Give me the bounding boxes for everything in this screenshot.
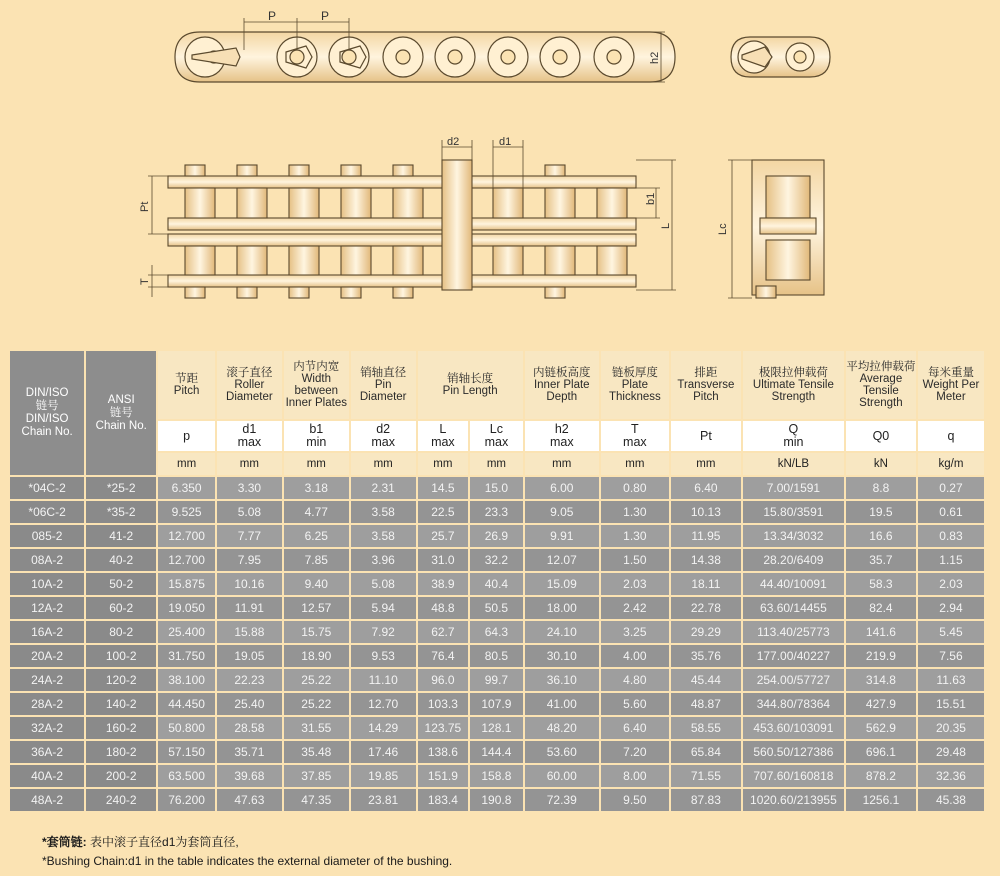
table-cell: 190.8 xyxy=(470,789,523,811)
table-row xyxy=(10,549,984,571)
table-cell: 344.80/78364 xyxy=(743,693,844,715)
table-cell: 44.450 xyxy=(158,693,215,715)
table-cell: 562.9 xyxy=(846,717,916,739)
table-row xyxy=(10,597,984,619)
table-cell: 0.80 xyxy=(601,477,669,499)
table-cell: 200-2 xyxy=(86,765,156,787)
footnote-en: *Bushing Chain:d1 in the table indicates the external diameter of the bushing. xyxy=(42,854,453,868)
symbol-t: T max xyxy=(601,421,669,451)
table-cell: 103.3 xyxy=(418,693,468,715)
table-cell: 878.2 xyxy=(846,765,916,787)
table-cell: 107.9 xyxy=(470,693,523,715)
table-cell: 6.00 xyxy=(525,477,599,499)
table-cell: 427.9 xyxy=(846,693,916,715)
table-cell: 5.45 xyxy=(918,621,984,643)
table-cell: 26.9 xyxy=(470,525,523,547)
table-cell: 39.68 xyxy=(217,765,282,787)
chain-end-link xyxy=(731,37,830,77)
table-cell: 180-2 xyxy=(86,741,156,763)
table-cell: 58.3 xyxy=(846,573,916,595)
table-cell: 47.63 xyxy=(217,789,282,811)
table-cell: 7.00/1591 xyxy=(743,477,844,499)
table-cell: 141.6 xyxy=(846,621,916,643)
table-row xyxy=(10,789,984,811)
table-cell: 1.50 xyxy=(601,549,669,571)
table-cell: 9.50 xyxy=(601,789,669,811)
label-b1: b1 xyxy=(645,192,657,205)
table-cell: 0.61 xyxy=(918,501,984,523)
table-cell: 6.40 xyxy=(601,717,669,739)
symbol-d2: d2 max xyxy=(351,421,416,451)
table-cell: 5.08 xyxy=(351,573,416,595)
table-cell: 28A-2 xyxy=(10,693,84,715)
table-cell: 20A-2 xyxy=(10,645,84,667)
footnotes xyxy=(42,833,452,871)
table-cell: 12.700 xyxy=(158,525,215,547)
table-cell: 36A-2 xyxy=(10,741,84,763)
table-cell: 15.88 xyxy=(217,621,282,643)
table-cell: 20.35 xyxy=(918,717,984,739)
table-cell: 15.51 xyxy=(918,693,984,715)
table-cell: 138.6 xyxy=(418,741,468,763)
table-cell: 128.1 xyxy=(470,717,523,739)
table-cell: 1256.1 xyxy=(846,789,916,811)
chain-spec-table xyxy=(8,349,986,813)
table-cell: 14.5 xyxy=(418,477,468,499)
table-row xyxy=(10,501,984,523)
table-cell: 7.95 xyxy=(217,549,282,571)
table-cell: 80.5 xyxy=(470,645,523,667)
table-cell: 31.0 xyxy=(418,549,468,571)
chain-side-view xyxy=(175,32,675,82)
table-cell: 314.8 xyxy=(846,669,916,691)
chain-end-view xyxy=(752,160,824,298)
table-cell: 8.8 xyxy=(846,477,916,499)
table-cell: 57.150 xyxy=(158,741,215,763)
table-cell: 9.40 xyxy=(284,573,349,595)
label-d1: d1 xyxy=(499,136,512,148)
table-cell: 10.13 xyxy=(671,501,741,523)
table-cell: 12A-2 xyxy=(10,597,84,619)
table-cell: 2.03 xyxy=(918,573,984,595)
table-cell: 31.55 xyxy=(284,717,349,739)
table-cell: 123.75 xyxy=(418,717,468,739)
table-cell: 3.25 xyxy=(601,621,669,643)
table-row xyxy=(10,573,984,595)
header-plate-thickness: 链板厚度 Plate Thickness xyxy=(601,351,669,419)
footnote-zh: *套筒链: 表中滚子直径d1为套筒直径, xyxy=(42,835,239,849)
symbol-d1: d1 max xyxy=(217,421,282,451)
table-cell: 63.500 xyxy=(158,765,215,787)
chain-plan-view xyxy=(168,160,636,298)
table-cell: 38.9 xyxy=(418,573,468,595)
table-cell: 29.29 xyxy=(671,621,741,643)
table-cell: 44.40/10091 xyxy=(743,573,844,595)
table-cell: 71.55 xyxy=(671,765,741,787)
table-cell: 12.700 xyxy=(158,549,215,571)
table-cell: 48.8 xyxy=(418,597,468,619)
table-row xyxy=(10,717,984,739)
unit-d2: mm xyxy=(351,453,416,475)
table-cell: 15.75 xyxy=(284,621,349,643)
label-pt: Pt xyxy=(139,201,151,212)
table-row xyxy=(10,525,984,547)
symbol-lc: Lc max xyxy=(470,421,523,451)
table-cell: 23.3 xyxy=(470,501,523,523)
header-roller-diameter: 滚子直径 Roller Diameter xyxy=(217,351,282,419)
table-cell: 3.18 xyxy=(284,477,349,499)
table-cell: 151.9 xyxy=(418,765,468,787)
table-cell: 453.60/103091 xyxy=(743,717,844,739)
header-din-iso: DIN/ISO 链号 DIN/ISO Chain No. xyxy=(10,351,84,475)
table-cell: 707.60/160818 xyxy=(743,765,844,787)
symbol-weight: q xyxy=(918,421,984,451)
table-cell: 50-2 xyxy=(86,573,156,595)
table-cell: 31.750 xyxy=(158,645,215,667)
table-cell: 15.875 xyxy=(158,573,215,595)
table-cell: 15.0 xyxy=(470,477,523,499)
table-cell: 3.30 xyxy=(217,477,282,499)
table-row xyxy=(10,645,984,667)
table-cell: 10.16 xyxy=(217,573,282,595)
table-cell: 14.29 xyxy=(351,717,416,739)
header-transverse-pitch: 排距 Transverse Pitch xyxy=(671,351,741,419)
unit-q: kN/LB xyxy=(743,453,844,475)
table-cell: 085-2 xyxy=(10,525,84,547)
unit-q0: kN xyxy=(846,453,916,475)
table-cell: 7.85 xyxy=(284,549,349,571)
table-cell: 11.91 xyxy=(217,597,282,619)
table-cell: 25.22 xyxy=(284,693,349,715)
symbol-h2: h2 max xyxy=(525,421,599,451)
table-cell: 2.03 xyxy=(601,573,669,595)
table-cell: 80-2 xyxy=(86,621,156,643)
table-cell: 183.4 xyxy=(418,789,468,811)
unit-p: mm xyxy=(158,453,215,475)
table-cell: 1.30 xyxy=(601,525,669,547)
label-t: T xyxy=(139,278,151,285)
table-cell: 11.95 xyxy=(671,525,741,547)
table-cell: 19.85 xyxy=(351,765,416,787)
table-cell: 48A-2 xyxy=(10,789,84,811)
table-cell: 3.58 xyxy=(351,525,416,547)
chain-technical-drawing xyxy=(0,0,1000,345)
table-row xyxy=(10,765,984,787)
table-cell: 7.92 xyxy=(351,621,416,643)
table-cell: 64.3 xyxy=(470,621,523,643)
table-cell: 62.7 xyxy=(418,621,468,643)
table-cell: 0.83 xyxy=(918,525,984,547)
table-cell: 158.8 xyxy=(470,765,523,787)
table-cell: 5.60 xyxy=(601,693,669,715)
header-ultimate-tensile: 极限拉伸载荷 Ultimate Tensile Strength xyxy=(743,351,844,419)
unit-l: mm xyxy=(418,453,468,475)
table-row xyxy=(10,621,984,643)
table-row xyxy=(10,669,984,691)
table-cell: 53.60 xyxy=(525,741,599,763)
table-cell: 32.2 xyxy=(470,549,523,571)
header-inner-width: 内节内宽 Width between Inner Plates xyxy=(284,351,349,419)
table-cell: *04C-2 xyxy=(10,477,84,499)
table-cell: 18.11 xyxy=(671,573,741,595)
table-cell: 160-2 xyxy=(86,717,156,739)
symbol-pt: Pt xyxy=(671,421,741,451)
header-pin-length: 销轴长度 Pin Length xyxy=(418,351,523,419)
table-cell: 24.10 xyxy=(525,621,599,643)
table-cell: 82.4 xyxy=(846,597,916,619)
table-cell: 13.34/3032 xyxy=(743,525,844,547)
label-h2: h2 xyxy=(649,51,661,64)
table-cell: 7.77 xyxy=(217,525,282,547)
table-cell: 08A-2 xyxy=(10,549,84,571)
table-row xyxy=(10,477,984,499)
table-cell: 48.87 xyxy=(671,693,741,715)
table-cell: *25-2 xyxy=(86,477,156,499)
table-cell: 560.50/127386 xyxy=(743,741,844,763)
unit-b1: mm xyxy=(284,453,349,475)
table-cell: 41-2 xyxy=(86,525,156,547)
table-cell: 3.58 xyxy=(351,501,416,523)
table-cell: 40A-2 xyxy=(10,765,84,787)
table-cell: 19.05 xyxy=(217,645,282,667)
table-cell: 219.9 xyxy=(846,645,916,667)
table-cell: 4.77 xyxy=(284,501,349,523)
table-cell: 9.91 xyxy=(525,525,599,547)
table-cell: 696.1 xyxy=(846,741,916,763)
header-average-tensile: 平均拉伸载荷 Average Tensile Strength xyxy=(846,351,916,419)
table-cell: 15.80/3591 xyxy=(743,501,844,523)
table-cell: 35.7 xyxy=(846,549,916,571)
table-cell: 32A-2 xyxy=(10,717,84,739)
table-cell: 19.5 xyxy=(846,501,916,523)
symbol-l: L max xyxy=(418,421,468,451)
label-p2: P xyxy=(321,9,330,23)
table-cell: 47.35 xyxy=(284,789,349,811)
table-row xyxy=(10,693,984,715)
table-cell: 41.00 xyxy=(525,693,599,715)
table-cell: 96.0 xyxy=(418,669,468,691)
table-cell: 7.20 xyxy=(601,741,669,763)
table-cell: 9.05 xyxy=(525,501,599,523)
table-cell: 17.46 xyxy=(351,741,416,763)
label-p1: P xyxy=(268,9,277,23)
table-cell: 12.57 xyxy=(284,597,349,619)
table-cell: 40-2 xyxy=(86,549,156,571)
table-cell: 36.10 xyxy=(525,669,599,691)
symbol-q0: Q0 xyxy=(846,421,916,451)
table-cell: 18.00 xyxy=(525,597,599,619)
table-cell: 2.31 xyxy=(351,477,416,499)
header-pin-diameter: 销轴直径 Pin Diameter xyxy=(351,351,416,419)
table-cell: 30.10 xyxy=(525,645,599,667)
table-cell: 1020.60/213955 xyxy=(743,789,844,811)
table-cell: 140-2 xyxy=(86,693,156,715)
table-cell: 1.30 xyxy=(601,501,669,523)
table-cell: 15.09 xyxy=(525,573,599,595)
table-cell: 12.70 xyxy=(351,693,416,715)
table-cell: 28.20/6409 xyxy=(743,549,844,571)
table-cell: 2.94 xyxy=(918,597,984,619)
table-cell: 25.400 xyxy=(158,621,215,643)
table-cell: 22.23 xyxy=(217,669,282,691)
table-cell: 5.08 xyxy=(217,501,282,523)
table-cell: 0.27 xyxy=(918,477,984,499)
table-cell: 19.050 xyxy=(158,597,215,619)
table-cell: 32.36 xyxy=(918,765,984,787)
table-cell: 25.40 xyxy=(217,693,282,715)
unit-pt: mm xyxy=(671,453,741,475)
table-cell: 99.7 xyxy=(470,669,523,691)
table-cell: 5.94 xyxy=(351,597,416,619)
table-cell: 6.40 xyxy=(671,477,741,499)
unit-weight: kg/m xyxy=(918,453,984,475)
symbol-b1: b1 min xyxy=(284,421,349,451)
table-cell: 9.525 xyxy=(158,501,215,523)
table-cell: 22.78 xyxy=(671,597,741,619)
header-weight: 每米重量 Weight Per Meter xyxy=(918,351,984,419)
table-cell: 100-2 xyxy=(86,645,156,667)
table-cell: 16.6 xyxy=(846,525,916,547)
table-cell: 76.4 xyxy=(418,645,468,667)
table-cell: 4.00 xyxy=(601,645,669,667)
table-cell: 177.00/40227 xyxy=(743,645,844,667)
table-cell: 63.60/14455 xyxy=(743,597,844,619)
table-cell: 48.20 xyxy=(525,717,599,739)
label-lc: Lc xyxy=(717,223,729,235)
table-row xyxy=(10,741,984,763)
table-cell: *35-2 xyxy=(86,501,156,523)
table-cell: 40.4 xyxy=(470,573,523,595)
symbol-p: p xyxy=(158,421,215,451)
table-cell: 50.5 xyxy=(470,597,523,619)
unit-lc: mm xyxy=(470,453,523,475)
table-cell: 144.4 xyxy=(470,741,523,763)
table-cell: 35.71 xyxy=(217,741,282,763)
unit-d1: mm xyxy=(217,453,282,475)
table-cell: 11.63 xyxy=(918,669,984,691)
table-cell: 24A-2 xyxy=(10,669,84,691)
table-cell: 60.00 xyxy=(525,765,599,787)
table-cell: 29.48 xyxy=(918,741,984,763)
table-cell: *06C-2 xyxy=(10,501,84,523)
unit-t: mm xyxy=(601,453,669,475)
table-cell: 50.800 xyxy=(158,717,215,739)
table-cell: 10A-2 xyxy=(10,573,84,595)
table-cell: 45.38 xyxy=(918,789,984,811)
header-inner-plate-depth: 内链板高度 Inner Plate Depth xyxy=(525,351,599,419)
table-cell: 35.76 xyxy=(671,645,741,667)
table-cell: 6.25 xyxy=(284,525,349,547)
table-cell: 25.7 xyxy=(418,525,468,547)
table-cell: 1.15 xyxy=(918,549,984,571)
table-cell: 60-2 xyxy=(86,597,156,619)
table-cell: 16A-2 xyxy=(10,621,84,643)
table-cell: 76.200 xyxy=(158,789,215,811)
table-cell: 72.39 xyxy=(525,789,599,811)
table-cell: 58.55 xyxy=(671,717,741,739)
unit-h2: mm xyxy=(525,453,599,475)
table-cell: 3.96 xyxy=(351,549,416,571)
table-cell: 35.48 xyxy=(284,741,349,763)
table-cell: 6.350 xyxy=(158,477,215,499)
table-cell: 12.07 xyxy=(525,549,599,571)
table-cell: 65.84 xyxy=(671,741,741,763)
table-cell: 38.100 xyxy=(158,669,215,691)
symbol-q: Q min xyxy=(743,421,844,451)
table-cell: 8.00 xyxy=(601,765,669,787)
table-cell: 14.38 xyxy=(671,549,741,571)
header-pitch: 节距 Pitch xyxy=(158,351,215,419)
table-cell: 240-2 xyxy=(86,789,156,811)
table-cell: 22.5 xyxy=(418,501,468,523)
header-ansi: ANSI 链号 Chain No. xyxy=(86,351,156,475)
table-cell: 4.80 xyxy=(601,669,669,691)
table-cell: 28.58 xyxy=(217,717,282,739)
table-cell: 18.90 xyxy=(284,645,349,667)
table-cell: 113.40/25773 xyxy=(743,621,844,643)
label-d2: d2 xyxy=(447,136,460,148)
table-cell: 120-2 xyxy=(86,669,156,691)
table-cell: 23.81 xyxy=(351,789,416,811)
table-cell: 2.42 xyxy=(601,597,669,619)
table-cell: 25.22 xyxy=(284,669,349,691)
table-cell: 37.85 xyxy=(284,765,349,787)
table-cell: 11.10 xyxy=(351,669,416,691)
table-cell: 9.53 xyxy=(351,645,416,667)
table-cell: 254.00/57727 xyxy=(743,669,844,691)
table-cell: 45.44 xyxy=(671,669,741,691)
table-body xyxy=(10,477,984,811)
table-cell: 7.56 xyxy=(918,645,984,667)
table-cell: 87.83 xyxy=(671,789,741,811)
label-L: L xyxy=(660,222,672,229)
